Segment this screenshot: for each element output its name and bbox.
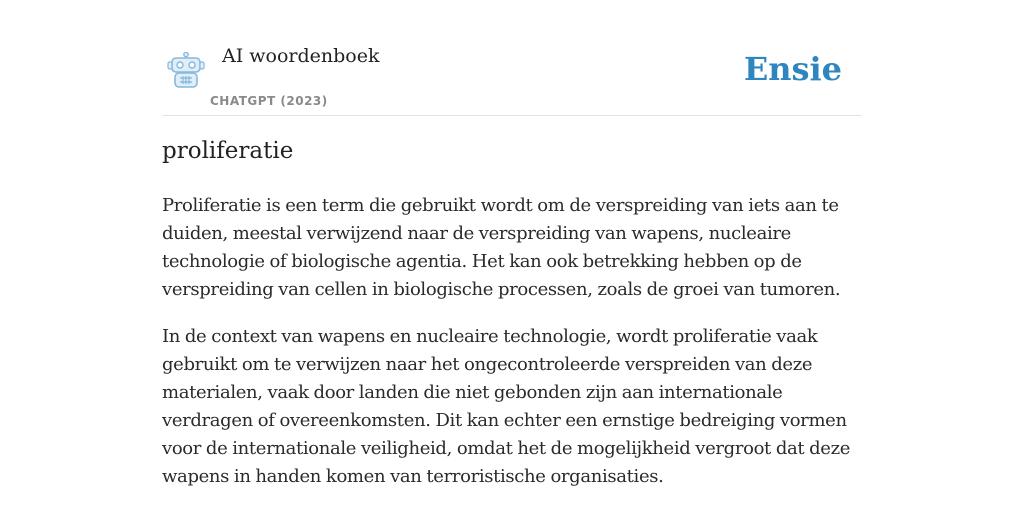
entry-title: proliferatie xyxy=(162,138,294,164)
robot-icon xyxy=(166,52,206,90)
dictionary-source: CHATGPT (2023) xyxy=(210,94,328,108)
entry-body xyxy=(162,192,862,510)
entry-header xyxy=(162,40,862,116)
ensie-logo-link[interactable]: Ensie xyxy=(743,50,842,88)
entry-paragraph: In de context van wapens en nucleaire technologie, wordt proliferatie vaak gebruikt om te verwijzen naar het ongecontroleerde verspreiden van deze materialen, vaak door landen die niet gebonden zijn aan internationale verdragen of overeenkomsten. Dit kan echter een ernstige bedreiging vormen voor de internationale veiligheid, omdat het de mogelijkheid vergroot dat deze wapens in handen komen van terroristische organisaties. xyxy=(162,326,851,487)
entry-paragraph: Proliferatie is een term die gebruikt wordt om de verspreiding van iets aan te duiden, meestal verwijzend naar de verspreiding van wapens, nucleaire technologie of biologische agentia. Het kan ook betrekking hebben op de verspreiding van cellen in biologische processen, zoals de groei van tumoren. xyxy=(162,195,841,300)
dictionary-title[interactable]: AI woordenboek xyxy=(222,45,380,67)
